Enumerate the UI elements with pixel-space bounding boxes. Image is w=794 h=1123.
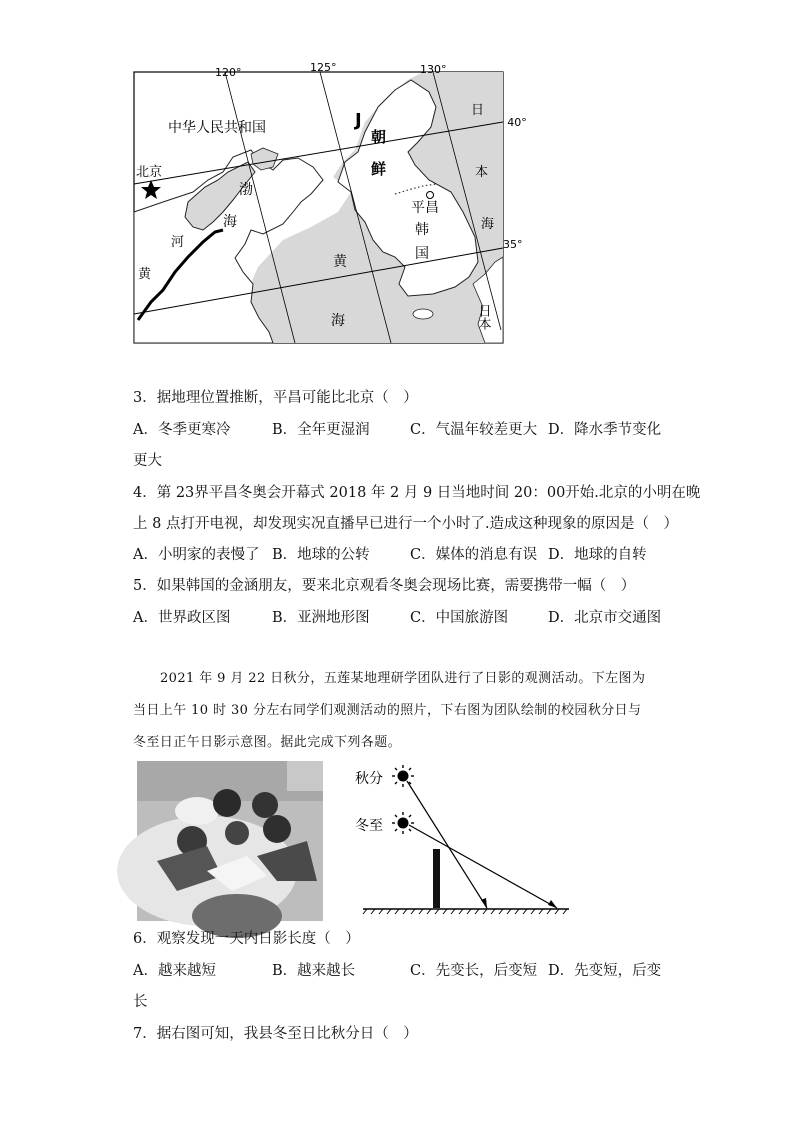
question-6-option-a[interactable]: A．越来越短	[133, 963, 216, 979]
question-3-option-a[interactable]: A．冬季更寒冷	[133, 422, 231, 438]
south-korea-1: 韩	[415, 222, 429, 238]
question-5-option-a[interactable]: A．世界政区图	[133, 610, 231, 626]
pyeongchang-label: 平昌	[411, 200, 439, 216]
japan-sea-3: 海	[481, 217, 495, 232]
river-1: 黄	[138, 267, 152, 282]
pyeongchang-marker	[427, 192, 434, 199]
question-5-option-b[interactable]: B．亚洲地形图	[272, 610, 370, 626]
jeju-island	[413, 309, 433, 319]
lon-label-120: 120°	[215, 66, 242, 79]
question-6-option-d[interactable]: D．先变短，后变	[548, 963, 662, 979]
river-2: 河	[171, 235, 185, 250]
japan-sea-2: 本	[475, 165, 489, 180]
yellow-sea-2: 海	[331, 313, 345, 329]
question-6-stem: 6．观察发现一天内日影长度（ ）	[133, 931, 360, 947]
shadow-diagram	[355, 761, 575, 921]
solstice-sun-icon	[392, 812, 414, 834]
question-5-option-d[interactable]: D．北京市交通图	[548, 610, 662, 626]
question-7-stem: 7．据右图可知，我县冬至日比秋分日（ ）	[133, 1026, 418, 1042]
gnomon-pole	[433, 849, 440, 908]
edge-char: J	[355, 110, 362, 131]
question-4-stem-line2: 上 8 点打开电视，却发现实况直播早已进行一个小时了.造成这种现象的原因是（ ）	[133, 516, 679, 532]
equinox-label: 秋分	[355, 771, 383, 787]
equinox-sun-icon	[392, 765, 414, 787]
question-4-option-c[interactable]: C．媒体的消息有误	[410, 547, 538, 563]
lon-label-125: 125°	[310, 61, 337, 74]
question-3-option-d-wrap: 更大	[133, 453, 162, 469]
question-3-option-d[interactable]: D．降水季节变化	[548, 422, 662, 438]
north-korea-1: 朝	[371, 128, 387, 146]
solstice-ray	[409, 825, 557, 908]
passage-line-3: 冬至日正午日影示意图。据此完成下列各题。	[133, 735, 402, 750]
lon-label-130: 130°	[420, 63, 447, 76]
question-4-stem-line1: 4．第 23界平昌冬奥会开幕式 2018 年 2 月 9 日当地时间 20：00开始.北京的小明在晚	[133, 485, 701, 501]
japan-sea-1: 日	[471, 103, 485, 118]
question-4-option-b[interactable]: B．地球的公转	[272, 547, 370, 563]
capital-label: 北京	[136, 165, 163, 180]
question-6-option-c[interactable]: C．先变长，后变短	[410, 963, 538, 979]
north-korea-2: 鲜	[371, 160, 387, 178]
passage-line-1: 2021 年 9 月 22 日秋分，五莲某地理研学团队进行了日影的观测活动。下左图为	[160, 671, 646, 686]
equinox-ray	[407, 781, 487, 908]
question-5-stem: 5．如果韩国的金涵朋友，要来北京观看冬奥会现场比赛，需要携带一幅（ ）	[133, 578, 636, 594]
question-6-option-d-wrap: 长	[133, 994, 148, 1010]
question-4-option-a[interactable]: A．小明家的表慢了	[133, 547, 260, 563]
question-3-option-c[interactable]: C．气温年较差更大	[410, 422, 538, 438]
question-3-option-b[interactable]: B．全年更湿润	[272, 422, 370, 438]
korea-map	[133, 61, 527, 344]
south-korea-2: 国	[415, 246, 429, 262]
passage-line-2: 当日上午 10 时 30 分左右同学们观测活动的照片，下右图为团队绘制的校园秋分日与	[133, 703, 642, 718]
japan-label: 日本	[475, 304, 491, 330]
lat-label-35: 35°	[503, 238, 523, 251]
yellow-sea-1: 黄	[333, 254, 347, 270]
question-5-option-c[interactable]: C．中国旅游图	[410, 610, 509, 626]
lat-label-40: 40°	[507, 116, 527, 129]
bohai-2: 海	[223, 214, 237, 230]
solstice-label: 冬至	[355, 818, 383, 834]
bohai-1: 渤	[239, 182, 253, 198]
observation-photo	[137, 761, 323, 921]
question-3-stem: 3．据地理位置推断，平昌可能比北京（ ）	[133, 390, 418, 406]
country-label: 中华人民共和国	[168, 120, 266, 136]
question-4-option-d[interactable]: D．地球的自转	[548, 547, 647, 563]
question-6-option-b[interactable]: B．越来越长	[272, 963, 356, 979]
